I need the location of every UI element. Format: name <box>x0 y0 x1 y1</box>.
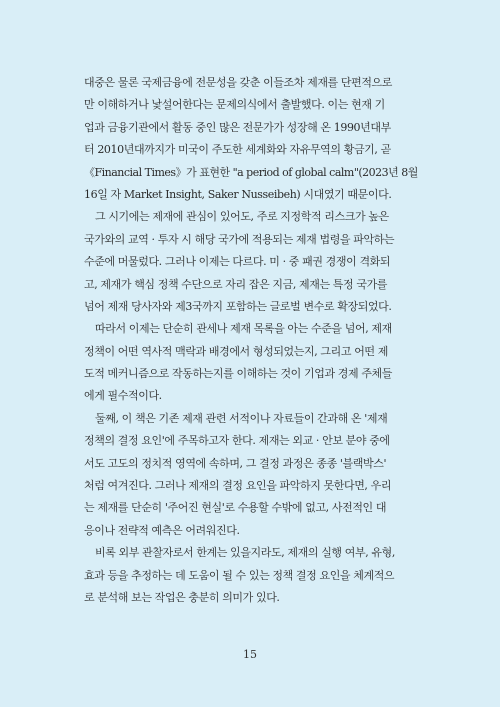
text-line: 만 이해하거나 낯설어한다는 문제의식에서 출발했다. 이는 현재 기 <box>84 98 385 112</box>
text-line: 로 분석해 보는 작업은 충분히 의미가 있다. <box>84 590 280 604</box>
text-line: 비록 외부 관찰자로서 한계는 있을지라도, 제재의 실행 여부, 유형, <box>95 546 395 560</box>
paragraph-4 <box>84 408 419 542</box>
text-line: 정책이 어떤 역사적 맥락과 배경에서 형성되었는지, 그리고 어떤 제 <box>84 344 388 358</box>
paragraph-1 <box>84 72 419 206</box>
text-line: 는 제재를 단순히 '주어진 현실'로 수용할 수밖에 없고, 사전적인 대 <box>84 501 387 515</box>
text-line: 고, 제재가 핵심 정책 수단으로 자리 잡은 지금, 제재는 특정 국가를 <box>84 277 388 291</box>
text-line: 따라서 이제는 단순히 관세나 제재 목록을 아는 수준을 넘어, 제재 <box>95 322 392 336</box>
text-line: 업과 금융기관에서 활동 중인 많은 전문가가 성장해 온 1990년대부 <box>84 120 391 134</box>
text-line: 넘어 제재 당사자와 제3국까지 포함하는 글로벌 변수로 확장되었다. <box>84 299 392 313</box>
text-line: 응이나 전략적 예측은 어려워진다. <box>84 523 240 537</box>
text-line: 국가와의 교역 · 투자 시 해당 국가에 적용되는 제재 법령을 파악하는 <box>84 232 395 246</box>
text-line: 에게 필수적이다. <box>84 389 162 403</box>
paragraph-3 <box>84 318 419 408</box>
paragraph-5 <box>84 542 419 609</box>
paragraph-2 <box>84 206 419 318</box>
text-line: 16일 자 Market Insight, Saker Nusseibeh) 시대였기 때문이다. <box>84 187 392 201</box>
body-text <box>84 72 419 609</box>
text-line: 《Financial Times》가 표현한 "a period of global calm"(2023년 8월 <box>84 165 418 179</box>
text-line: 도적 메커니즘으로 작동하는지를 이해하는 것이 기업과 경제 주체들 <box>84 367 393 381</box>
text-line: 효과 등을 추정하는 데 도움이 될 수 있는 정책 결정 요인을 체계적으 <box>84 568 395 582</box>
text-line: 정책의 결정 요인'에 주목하고자 한다. 제재는 외교 · 안보 분야 중에 <box>84 434 390 448</box>
text-line: 대중은 물론 국제금융에 전문성을 갖춘 이들조차 제재를 단편적으로 <box>84 76 393 89</box>
text-line: 처럼 여겨진다. 그러나 제재의 결정 요인을 파악하지 못한다면, 우리 <box>84 479 392 493</box>
text-line: 서도 고도의 정치적 영역에 속하며, 그 결정 과정은 종종 '블랙박스' <box>84 456 387 470</box>
text-line: 그 시기에는 제재에 관심이 있어도, 주로 지정학적 리스크가 높은 <box>95 210 389 224</box>
text-line: 둘째, 이 책은 기존 제재 관련 서적이나 자료들이 간과해 온 '제재 <box>95 411 388 425</box>
text-line: 터 2010년대까지가 미국이 주도한 세계화와 자유무역의 황금기, 곧 <box>84 143 391 157</box>
text-line: 수준에 머물렀다. 그러나 이제는 다르다. 미 · 중 패권 경쟁이 격화되 <box>84 255 391 269</box>
page-number: 15 <box>243 648 257 661</box>
